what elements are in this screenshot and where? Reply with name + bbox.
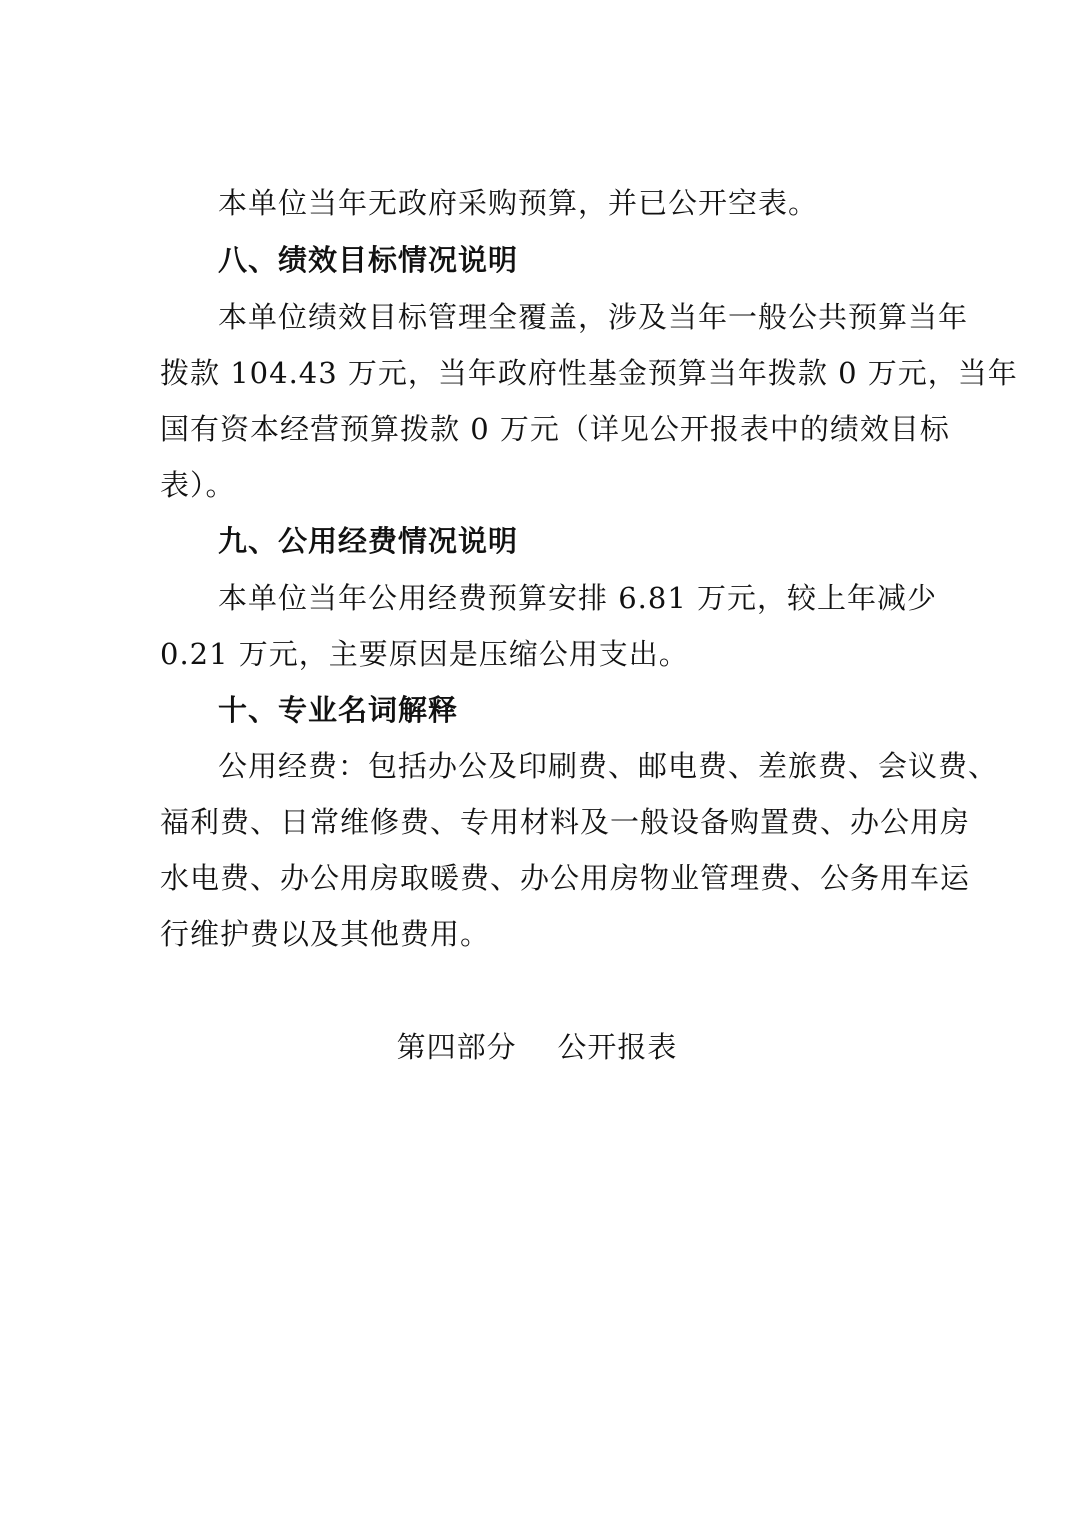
paragraph-line: 公用经费：包括办公及印刷费、邮电费、差旅费、会议费、 bbox=[218, 749, 999, 783]
section-heading-performance: 八、绩效目标情况说明 bbox=[218, 243, 519, 277]
paragraph-line: 本单位绩效目标管理全覆盖，涉及当年一般公共预算当年 bbox=[218, 300, 969, 334]
paragraph-line: 0.21 万元，主要原因是压缩公用支出。 bbox=[160, 637, 689, 671]
paragraph-line: 水电费、办公用房取暖费、办公用房物业管理费、公务用车运 bbox=[160, 861, 971, 895]
section-heading-public-funds: 九、公用经费情况说明 bbox=[218, 524, 519, 558]
section-heading-glossary: 十、专业名词解释 bbox=[218, 693, 459, 727]
procurement-statement: 本单位当年无政府采购预算，并已公开空表。 bbox=[218, 186, 819, 220]
part-title: 第四部分 公开报表 bbox=[396, 1030, 678, 1064]
paragraph-line: 福利费、日常维修费、专用材料及一般设备购置费、办公用房 bbox=[160, 805, 971, 839]
paragraph-line: 本单位当年公用经费预算安排 6.81 万元，较上年减少 bbox=[218, 581, 938, 615]
paragraph-line: 表）。 bbox=[160, 468, 236, 502]
paragraph-line: 拨款 104.43 万元，当年政府性基金预算当年拨款 0 万元，当年 bbox=[160, 356, 1018, 390]
paragraph-line: 行维护费以及其他费用。 bbox=[160, 917, 491, 951]
paragraph-line: 国有资本经营预算拨款 0 万元（详见公开报表中的绩效目标 bbox=[160, 412, 950, 446]
